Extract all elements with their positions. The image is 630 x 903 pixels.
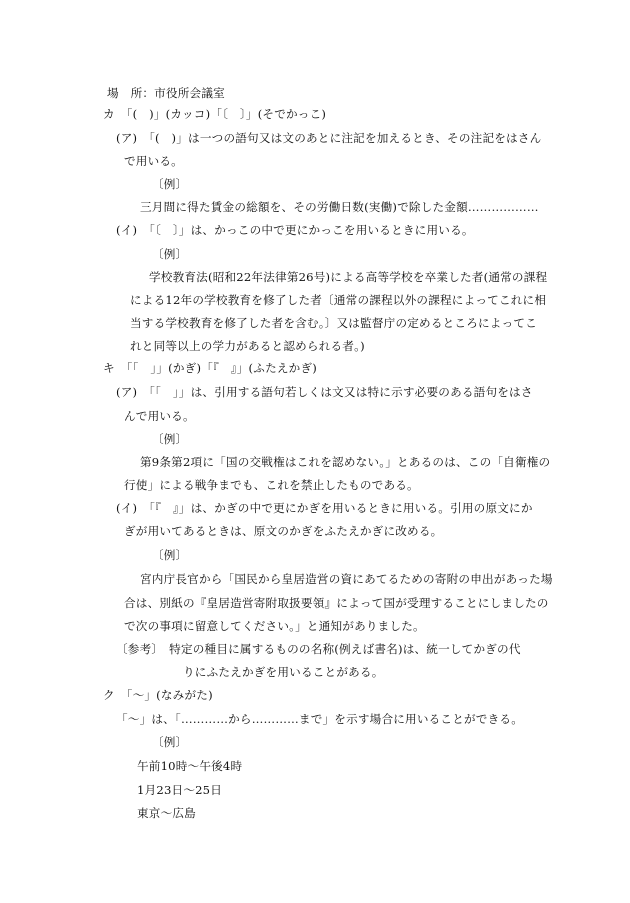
ki-i-example-line2: 合は、別紙の『皇居造営寄附取扱要領』によって国が受理することにしましたの [124,596,549,610]
ki-i-example-label: 〔例〕 [152,548,188,562]
ka-i-example-line4: れと同等以上の学力があると認められる者。) [130,339,365,353]
ki-a-text-line2: んで用いる。 [124,409,195,423]
ki-a-text-line1: (ア) 「「 」」は、引用する語句若しくは文又は特に示す必要のある語句をはさ [116,385,533,399]
section-ka-heading: カ 「( )」(カッコ)「〔 〕」(そでかっこ) [103,107,327,121]
ka-i-example-line3: 当する学校教育を修了した者を含む。〕又は監督庁の定めるところによってこ [130,316,537,330]
location-line: 場 所：市役所会議室 [107,86,225,100]
ku-example-label: 〔例〕 [152,735,188,749]
ka-a-example-text: 三月間に得た賃金の総額を、その労働日数(実働)で除した金額……………… [140,200,539,214]
section-ki-heading: キ 「「 」」(かぎ)「『 』」(ふたえかぎ) [103,361,317,375]
ku-example-line2: 1月23日～25日 [137,783,223,797]
ki-a-example-line1: 第9条第2項に「国の交戦権はこれを認めない。」とあるのは、この「自衛権の [140,455,551,469]
ka-i-example-line2: による12年の学校教育を修了した者〔通常の課程以外の課程によってこれに相 [130,293,547,307]
ki-i-text-line2: ぎが用いてあるときは、原文のかぎをふたえかぎに改める。 [124,524,443,538]
ku-example-line1: 午前10時～午後4時 [137,759,243,773]
ki-reference-line1: 〔参考〕 特定の種目に属するものの名称(例えば書名)は、統一してかぎの代 [116,642,521,656]
ka-a-text-line1: (ア) 「( )」は一つの語句又は文のあとに注記を加えるとき、その注記をはさん [116,131,542,145]
section-ku-heading: ク 「～」(なみがた) [103,688,213,702]
ka-a-text-line2: で用いる。 [124,154,183,168]
ki-i-example-line3: で次の事項に留意してください。」と通知がありました。 [124,619,425,633]
ki-i-text-line1: (イ) 「『 』」は、かぎの中で更にかぎを用いるときに用いる。引用の原文にか [116,501,533,515]
ki-a-example-label: 〔例〕 [152,432,188,446]
ka-a-example-label: 〔例〕 [152,177,188,191]
ka-i-example-line1: 学校教育法(昭和22年法律第26号)による高等学校を卒業した者(通常の課程 [149,270,548,284]
ka-i-text-line1: (イ) 「〔 〕」は、かっこの中で更にかっこを用いるときに用いる。 [116,223,474,237]
ka-i-example-label: 〔例〕 [152,247,188,261]
ku-text-line1: 「～」は、「…………から…………まで」を示す場合に用いることができる。 [116,712,523,726]
ki-reference-line2: りにふたえかぎを用いることがある。 [183,665,384,679]
ku-example-line3: 東京～広島 [137,806,196,820]
ki-i-example-line1: 宮内庁長官から「国民から皇居造営の資にあてるための寄附の申出があった場 [140,572,553,586]
ki-a-example-line2: 行使」による戦争までも、これを禁止したものである。 [124,478,419,492]
